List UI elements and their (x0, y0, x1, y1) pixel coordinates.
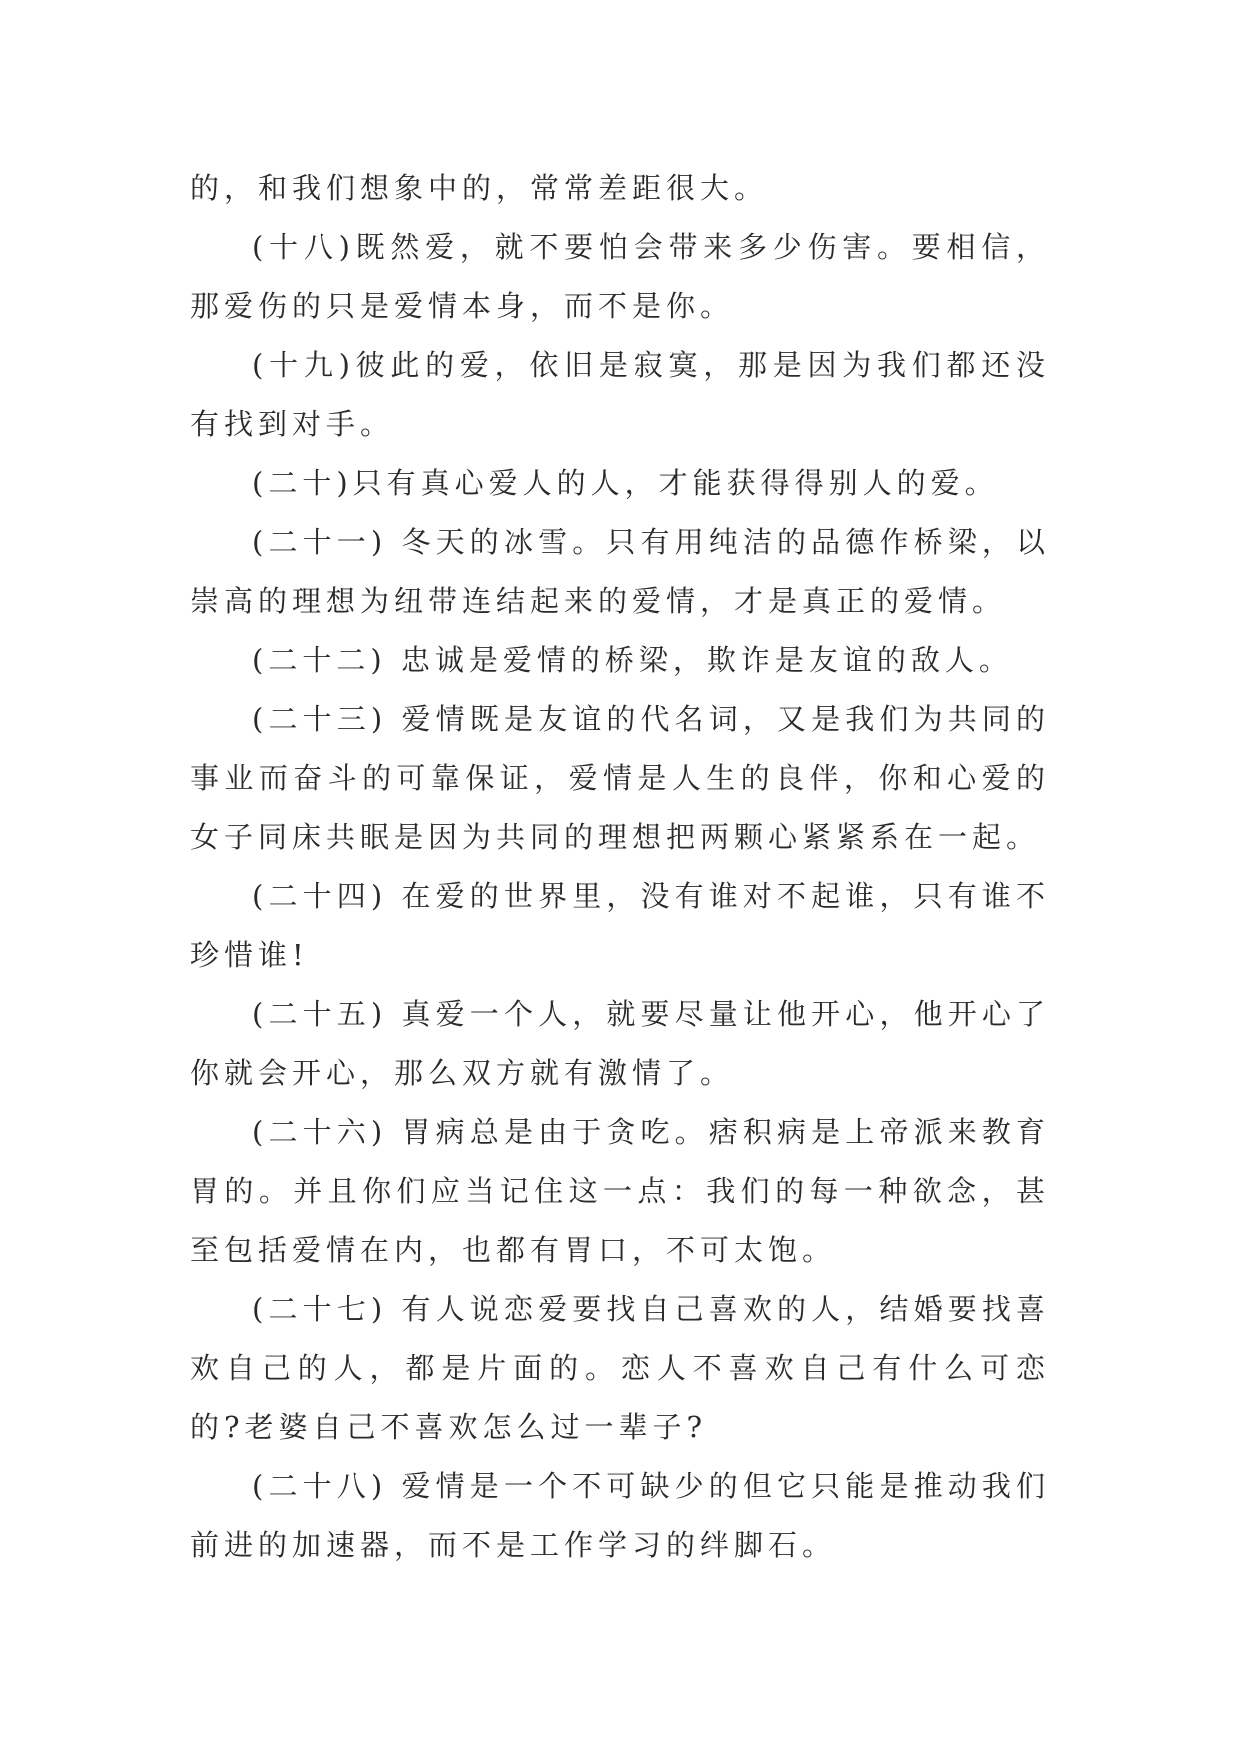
paragraph: (二十八) 爱情是一个不可缺少的但它只能是推动我们前进的加速器，而不是工作学习的绊脚石。 (190, 1469, 1050, 1562)
document-body (190, 159, 1050, 1575)
paragraph: (二十二) 忠诚是爱情的桥梁，欺诈是友谊的敌人。 (252, 643, 1013, 677)
paragraph: (十八)既然爱，就不要怕会带来多少伤害。要相信，那爱伤的只是爱情本身，而不是你。 (190, 230, 1050, 323)
paragraph: (二十四) 在爱的世界里，没有谁对不起谁，只有谁不珍惜谁! (190, 879, 1050, 972)
paragraph: (二十五) 真爱一个人，就要尽量让他开心，他开心了你就会开心，那么双方就有激情了。 (190, 997, 1050, 1090)
paragraph: (十九)彼此的爱，依旧是寂寞，那是因为我们都还没有找到对手。 (190, 348, 1050, 441)
paragraph: (二十七) 有人说恋爱要找自己喜欢的人，结婚要找喜欢自己的人，都是片面的。恋人不喜欢自己有什么可恋的?老婆自己不喜欢怎么过一辈子? (190, 1292, 1050, 1444)
paragraph: 的，和我们想象中的，常常差距很大。 (190, 171, 769, 205)
paragraph: (二十三) 爱情既是友谊的代名词，又是我们为共同的事业而奋斗的可靠保证，爱情是人生的良伴，你和心爱的女子同床共眠是因为共同的理想把两颗心紧紧系在一起。 (190, 702, 1050, 854)
paragraph: (二十)只有真心爱人的人，才能获得得别人的爱。 (252, 466, 999, 500)
paragraph: (二十六) 胃病总是由于贪吃。痞积病是上帝派来教育胃的。并且你们应当记住这一点：我们的每一种欲念，甚至包括爱情在内，也都有胃口，不可太饱。 (190, 1115, 1050, 1267)
paragraph: (二十一) 冬天的冰雪。只有用纯洁的品德作桥梁，以崇高的理想为纽带连结起来的爱情，才是真正的爱情。 (190, 525, 1050, 618)
